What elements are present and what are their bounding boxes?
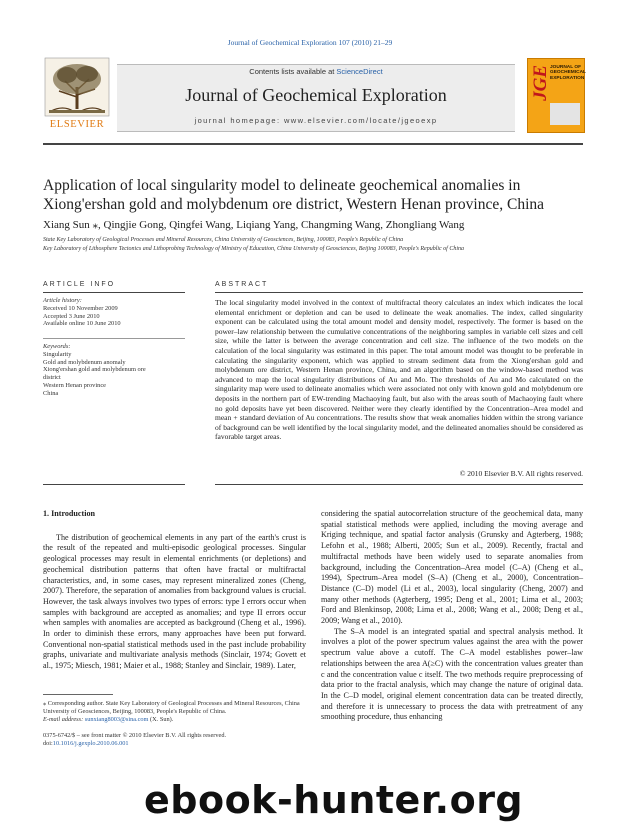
homepage-url-link[interactable]: www.elsevier.com/locate/jgeoexp: [283, 116, 438, 125]
info-bottom-rule: [43, 484, 185, 485]
abstract-rule: [215, 292, 583, 293]
cover-image-strip: [550, 103, 580, 125]
journal-citation[interactable]: Journal of Geochemical Exploration 107 (2010) 21–29: [227, 38, 393, 47]
issn-block: [43, 732, 306, 748]
paragraph: considering the spatial autocorrelation structure of the geochemical data, many spatial statistical methods were applied, including the moving average and Kriging technique, and spatial factor analysis (Grunsky and Agterberg, 1988; Lefohn et al., 1988; Alberti, 2005; Sun et al., 2009). Recently, fractal and multifractal methods have been widely used to separate anomalies from background, including the Concentration–Area model (C–A) (Cheng et al., 1994), Spectrum–Area model (S–A) (Cheng et al., 2000), Concentration–Distance (C–D) model (Li et al., 2003), local singularity (Cheng, 2007) and many other methods (Agterberg, 1995; Deng et al., 2001; Lima et al., 2003; Ford and Blenkinsop, 2008; Lima et al., 2008; Wang et al., 2008; Deng et al., 2009; Wang et al., 2010).: [321, 509, 583, 626]
abstract-text: The local singularity model involved in the context of multifractal theory calculates an index which indicates the local elemental enrichment or depletion and can be used to delineate the weak anomalies. The index, called singularity exponent can be calculated using the total amount model and density model, respectively. The former is based on the power–law relationship between the cumulative concentrations of the neighboring samples in variable cell sizes and cell size, while the latter is between the average concentration and cell size. The influence of the two models on the calculation of the local singularity was estimated in this paper. The total amount model was thought to be preferable in calculating the singularity exponent, which was applied to stream sediment data from the Xiong'ershan gold and molybdenum ore district, Western Henan province, China, and an algorithm based on the window-based method was advanced to map the local singularity distributions of Au and Mo. The thresholds of Au and Mo calculated on the singularity map were used to delineate anomalies which were associated not only with known gold and molybdenum ore deposits in the northern part of EW-trending Machaoying fault, but also with the areas south of Machaoying fault where no gold deposits have yet been discovered. Neither were they clearly identified by the Concentration–Area model and mean + standard deviation of Au concentrations. The results show that weak anomalies hidden within the strong variance of background can be well identified by the local singularity model, and the delineated anomalies should be considered as favorable target areas.: [215, 298, 583, 442]
sciencedirect-link[interactable]: ScienceDirect: [336, 67, 383, 76]
affiliation-2: Key Laboratory of Lithosphere Tectonics and Lithoprobing Technology of Ministry of Education, China University of Geosciences, Beijing 100083, People's Republic of China: [43, 246, 465, 252]
watermark-text: ebook-hunter.org: [144, 778, 524, 822]
body-left-column: [43, 509, 306, 672]
history-online: Available online 10 June 2010: [43, 320, 121, 328]
email-link[interactable]: sunxiang8003@sina.com: [84, 716, 149, 723]
body-right-column: [321, 509, 583, 723]
journal-header-box: [117, 64, 515, 132]
journal-title: Journal of Geochemical Exploration: [185, 85, 447, 105]
paragraph: The S–A model is an integrated spatial and spectral analysis method. It involves a plot of the power spectrum values against the area with the power spectrum value above a cutoff. The C–A model establishes power–law relationships between the area A(≥C) with the concentration values greater than c and the concentration value c itself. The two methods require preprocessing of data prior to the fractal analysis, which may change the nature of original data. In the C–D model, original element concentration data can be treated directly, and therefore it is unnecessary to process the data with pretreatment of any smoothing procedure, thus enhancing: [321, 626, 583, 722]
cover-journal-name: JOURNAL OF GEOCHEMICAL EXPLORATION: [550, 65, 586, 81]
history-received: Received 10 November 2009: [43, 304, 118, 312]
contents-prefix: Contents lists available at: [249, 67, 337, 76]
doi-link[interactable]: 10.1016/j.gexplo.2010.06.001: [52, 740, 129, 747]
corresponding-text: ⁎ Corresponding author. State Key Laboratory of Geological Processes and Mineral Resources, China University of Geosciences, Beijing, 100083, People's Republic of China.: [43, 700, 300, 715]
journal-homepage: [117, 116, 515, 125]
issn-line: 0375-6742/$ – see front matter © 2010 Elsevier B.V. All rights reserved.: [43, 732, 227, 739]
homepage-prefix: journal homepage:: [194, 116, 284, 125]
keywords: [43, 343, 185, 398]
email-label: E-mail address:: [43, 716, 85, 723]
cover-jge-letters: JGE: [530, 65, 551, 101]
corresponding-author-footnote: [43, 700, 306, 724]
history-label: Article history:: [43, 297, 82, 304]
keywords-label: Keywords:: [43, 343, 71, 350]
abstract-copyright: © 2010 Elsevier B.V. All rights reserved.: [459, 469, 583, 478]
article-info-heading: ARTICLE INFO: [43, 281, 116, 288]
email-suffix: (X. Sun).: [148, 716, 174, 723]
keyword-item: district: [43, 374, 61, 382]
contents-line: [117, 67, 515, 76]
masthead: [43, 57, 586, 132]
history-accepted: Accepted 3 June 2010: [43, 312, 100, 320]
footnote-rule: [43, 694, 113, 695]
abstract-heading: ABSTRACT: [215, 281, 269, 288]
paragraph: The distribution of geochemical elements in any part of the earth's crust is the result of the repeated and multi-episodic geological processes. Singular geological processes may result in elemental enrichments (or depletions) and geochemical distribution patterns that often have fractal or multifractal characteristics, and, in some cases, may represent mineralized zones (Cheng, 2007). Therefore, the separation of anomalies from background values is crucial. However, the task always involves two types of errors: type I errors occur when samples with background are accepted as anomalies; and type II errors occur when samples with anomalies are accepted as background (Cheng et al., 1996). In order to diminish these errors, many approaches have been put forward. Conventional non-spatial statistical methods used in the past include probability graphs, univariate and multivariate analysis methods (Sinclair, 1974; Govett et al., 1975; Miesch, 1981; Maier et al., 1988; Stanley and Sinclair, 1989). Later,: [43, 532, 306, 671]
article-info-rule: [43, 292, 185, 293]
affiliation-1: State Key Laboratory of Geological Processes and Mineral Resources, China University of Geosciences, Beijing, 100083, People's Republic of China: [43, 237, 404, 243]
section-heading-introduction: 1. Introduction: [43, 509, 96, 518]
keyword-item: Western Henan province: [43, 381, 107, 389]
email-line: [43, 716, 306, 724]
keyword-item: China: [43, 389, 59, 397]
keyword-item: Gold and molybdenum anomaly: [43, 358, 126, 366]
doi-line: [43, 740, 306, 748]
doi-label: doi:: [43, 740, 53, 747]
article-title: Application of local singularity model to delineate geochemical anomalies in Xiong'ershan gold and molybdenum ore district, Western Henan province, China: [43, 177, 545, 213]
author-list: Xiang Sun ⁎, Qingjie Gong, Qingfei Wang, Liqiang Yang, Changming Wang, Zhongliang Wang: [43, 219, 465, 231]
keyword-item: Singularity: [43, 350, 72, 358]
article-history: [43, 297, 185, 328]
keyword-item: Xiong'ershan gold and molybdenum ore: [43, 366, 146, 374]
journal-cover-thumbnail: [527, 58, 585, 133]
abstract-bottom-rule: [215, 484, 583, 485]
keywords-rule: [43, 338, 185, 339]
header-rule: [43, 143, 583, 145]
publisher-name: ELSEVIER: [49, 119, 105, 130]
